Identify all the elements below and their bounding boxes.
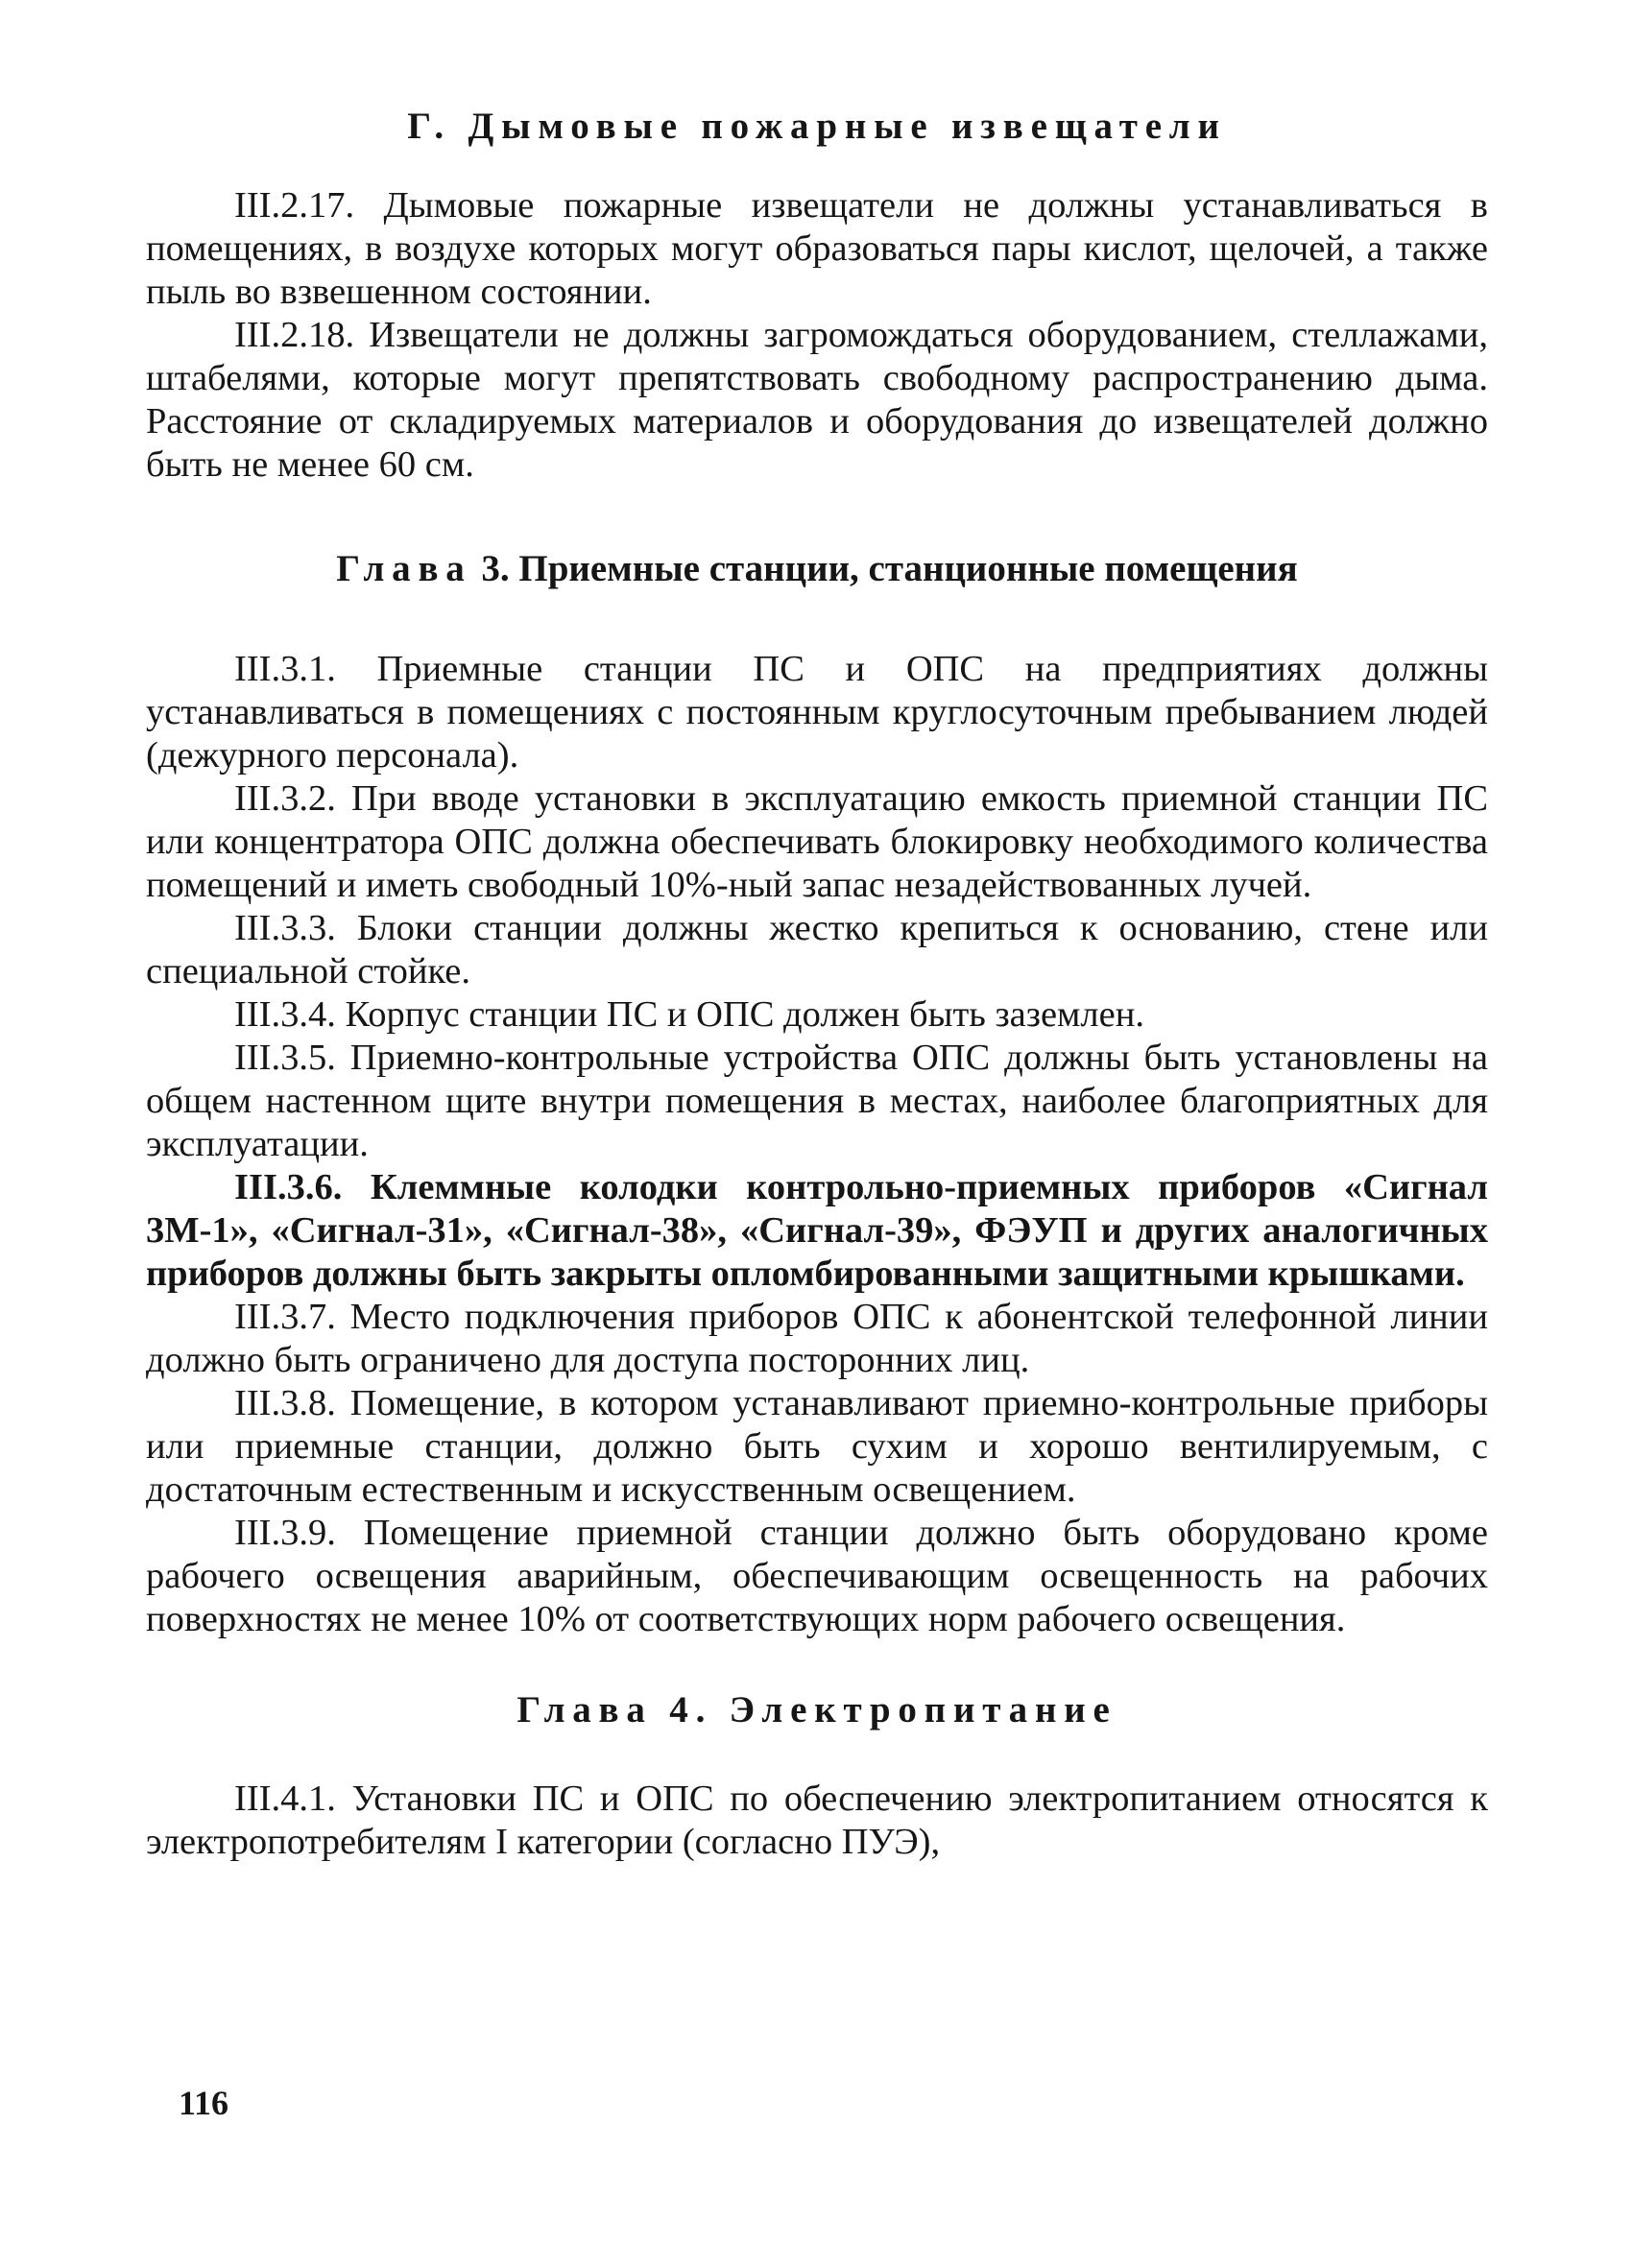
chapter-3-title: 3. Приемные станции, станционные помещения: [481, 548, 1298, 589]
paragraph-iii-3-4: III.3.4. Корпус станции ПС и ОПС должен быть заземлен.: [234, 994, 1144, 1035]
paragraph-iii-4-1: III.4.1. Установки ПС и ОПС по обеспечению электропитанием относятся к электропотребителям I категории (согласно ПУЭ),: [146, 1779, 1488, 1862]
chapter-3-label: Глава: [336, 548, 472, 589]
chapter-4-heading: Глава 4. Электропитание: [516, 1689, 1117, 1731]
chapter-3-heading: [146, 546, 1488, 592]
section-heading-smoke-detectors: Г. Дымовые пожарные извещатели: [407, 106, 1227, 147]
page-number: 116: [179, 2084, 229, 2122]
paragraph-iii-2-17: III.2.17. Дымовые пожарные извещатели не должны устанавливаться в помещениях, в воздухе которых могут образоваться пары кислот, щелочей, а также пыль во взвешенном состоянии.: [146, 185, 1488, 312]
paragraph-iii-2-18: III.2.18. Извещатели не должны загромождаться оборудованием, стеллажами, штабелями, которые могут препятствовать свободному распространению дыма. Расстояние от складируемых материалов и оборудования до извещателей должно быть не менее 60 см.: [146, 315, 1488, 485]
paragraph-iii-3-8: III.3.8. Помещение, в котором устанавливают приемно-контрольные приборы или приемные станции, должно быть сухим и хорошо вентилируемым, с достаточным естественным и искусственным освещением.: [146, 1383, 1488, 1510]
paragraph-iii-3-6: III.3.6. Клеммные колодки контрольно-приемных приборов «Сигнал 3М-1», «Сигнал-31», «Сигнал-38», «Сигнал-39», ФЭУП и других аналогичных приборов должны быть закрыты опломбированными защитными крышками.: [146, 1167, 1488, 1294]
paragraph-iii-3-9: III.3.9. Помещение приемной станции должно быть оборудовано кроме рабочего освещения аварийным, обеспечивающим освещенность на рабочих поверхностях не менее 10% от соответствующих норм рабочего освещения.: [146, 1513, 1488, 1639]
paragraph-iii-3-2: III.3.2. При вводе установки в эксплуатацию емкость приемной станции ПС или концентратора ОПС должна обеспечивать блокировку необходимого количества помещений и иметь свободный 10%-ный запас незадействованных лучей.: [146, 778, 1488, 905]
paragraph-iii-3-5: III.3.5. Приемно-контрольные устройства ОПС должны быть установлены на общем настенном щите внутри помещения в местах, наиболее благоприятных для эксплуатации.: [146, 1038, 1488, 1164]
paragraph-iii-3-3: III.3.3. Блоки станции должны жестко крепиться к основанию, стене или специальной стойке.: [146, 908, 1488, 991]
document-page: [146, 104, 1488, 1864]
paragraph-iii-3-7: III.3.7. Место подключения приборов ОПС к абонентской телефонной линии должно быть ограничено для доступа посторонних лиц.: [146, 1297, 1488, 1380]
paragraph-iii-3-1: III.3.1. Приемные станции ПС и ОПС на предприятиях должны устанавливаться в помещениях с постоянным круглосуточным пребыванием людей (дежурного персонала).: [146, 649, 1488, 776]
